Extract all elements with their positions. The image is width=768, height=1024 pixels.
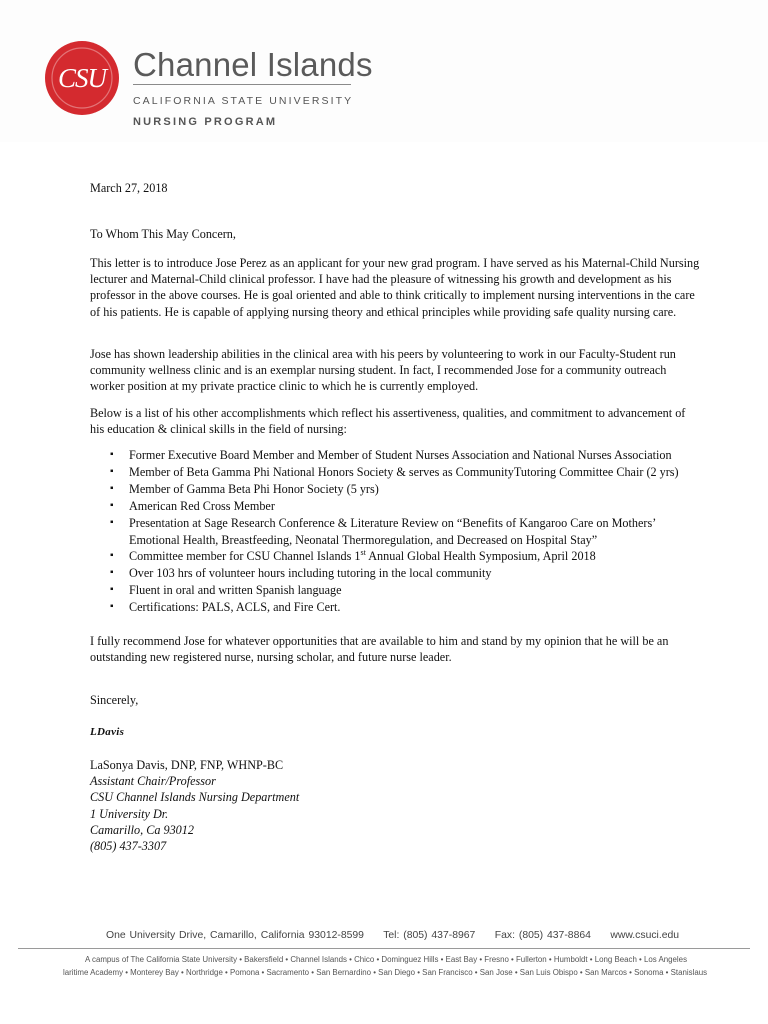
paragraph-accomplishments-intro: Below is a list of his other accomplishments which reflect his assertiveness, qualities, and commitment to advancement of his education & clinical skills in the field of nursing: — [90, 406, 686, 437]
paragraph-recommendation: I fully recommend Jose for whatever opportunities that are available to him and stand by my opinion that he will be an outstanding new registered nurse, nursing scholar, and future nurse leader. — [90, 634, 669, 665]
logo-text: CSU — [57, 63, 107, 93]
list-item: ▪ Former Executive Board Member and Member of Student Nurses Association and National Nurses Association — [110, 447, 700, 464]
list-item: ▪ Fluent in oral and written Spanish language — [110, 582, 700, 599]
signature: LDavis — [90, 726, 125, 738]
footer-web: www.csuci.edu — [610, 930, 680, 941]
list-item: ▪ Member of Gamma Beta Phi Honor Society (5 yrs) — [110, 481, 700, 498]
list-item: ▪ Certifications: PALS, ACLS, and Fire Cert. — [110, 599, 700, 616]
letter-date: March 27, 2018 — [90, 181, 168, 195]
salutation: To Whom This May Concern, — [90, 227, 236, 241]
paragraph-intro: This letter is to introduce Jose Perez as an applicant for your new grad program. I have served as his Maternal-Child Nursing lecturer and Maternal-Child clinical professor. I have had the pleasure of witnessing his growth and development as his professor in the above courses. He is goal oriented and able to think critically to implement nursing interventions in the care of his patients. He is capable of applying nursing theory and ethical principles while providing safe quality nursing care. — [90, 256, 700, 319]
list-item: ▪ Member of Beta Gamma Phi National Honors Society & serves as CommunityTutoring Committee Chair (2 yrs) — [110, 464, 700, 481]
list-item: ▪ Over 103 hrs of volunteer hours including tutoring in the local community — [110, 565, 700, 582]
ordinal-suffix: st — [360, 548, 366, 558]
footer-contact — [106, 930, 679, 941]
signer-department: CSU Channel Islands Nursing Department — [90, 790, 300, 805]
brand-name: Channel Islands — [133, 46, 373, 83]
footer-campuses-line2: laritime Academy • Monterey Bay • Northridge • Pomona • Sacramento • San Bernardino • San Diego • San Francisco • San Jose • San Luis Obispo • San Marcos • Sonoma • Stanislaus — [62, 968, 708, 977]
list-item: ▪ American Red Cross Member — [110, 498, 700, 515]
university-name: CALIFORNIA STATE UNIVERSITY — [133, 95, 354, 107]
signer-address-line2: Camarillo, Ca 93012 — [90, 822, 194, 837]
footer-fax: Fax: (805) 437-8864 — [494, 930, 591, 941]
csu-logo — [44, 40, 120, 116]
footer-address: One University Drive, Camarillo, California 93012-8599 — [106, 930, 364, 941]
footer-campuses-line1: A campus of The California State University • Bakersfield • Channel Islands • Chico • Dominguez Hills • East Bay • Fresno • Fullerton • Humboldt • Long Beach • Los Angeles — [84, 955, 688, 964]
paragraph-leadership: Jose has shown leadership abilities in the clinical area with his peers by volunteering to work in our Faculty-Student run community wellness clinic and is an exemplar nursing student. In fact, I recommended Jose for a community outreach worker position at my private practice clinic to which he is currently employed. — [90, 347, 676, 394]
signer-name: LaSonya Davis, DNP, FNP, WHNP-BC — [90, 758, 284, 772]
closing: Sincerely, — [90, 693, 139, 707]
program-name: NURSING PROGRAM — [133, 116, 278, 128]
footer-divider — [18, 948, 750, 949]
accomplishments-list — [110, 447, 700, 616]
list-item — [110, 548, 700, 565]
list-item-text-rest: Annual Global Health Symposium, April 2018 — [365, 549, 596, 564]
brand-divider — [133, 84, 351, 85]
signer-address-line1: 1 University Dr. — [90, 806, 169, 821]
list-item-text: Committee member for CSU Channel Islands 1 — [129, 549, 361, 564]
footer-tel: Tel: (805) 437-8967 — [383, 930, 476, 941]
list-item: ▪ Presentation at Sage Research Conference & Literature Review on “Benefits of Kangaroo Care on Mothers’ Emotional Health, Breastfeeding, Neonatal Thermoregulation, and Decreased on Hospital Stay” — [110, 515, 700, 549]
signature-block — [90, 757, 299, 854]
signer-title: Assistant Chair/Professor — [90, 774, 216, 789]
signer-phone: (805) 437-3307 — [90, 839, 167, 854]
